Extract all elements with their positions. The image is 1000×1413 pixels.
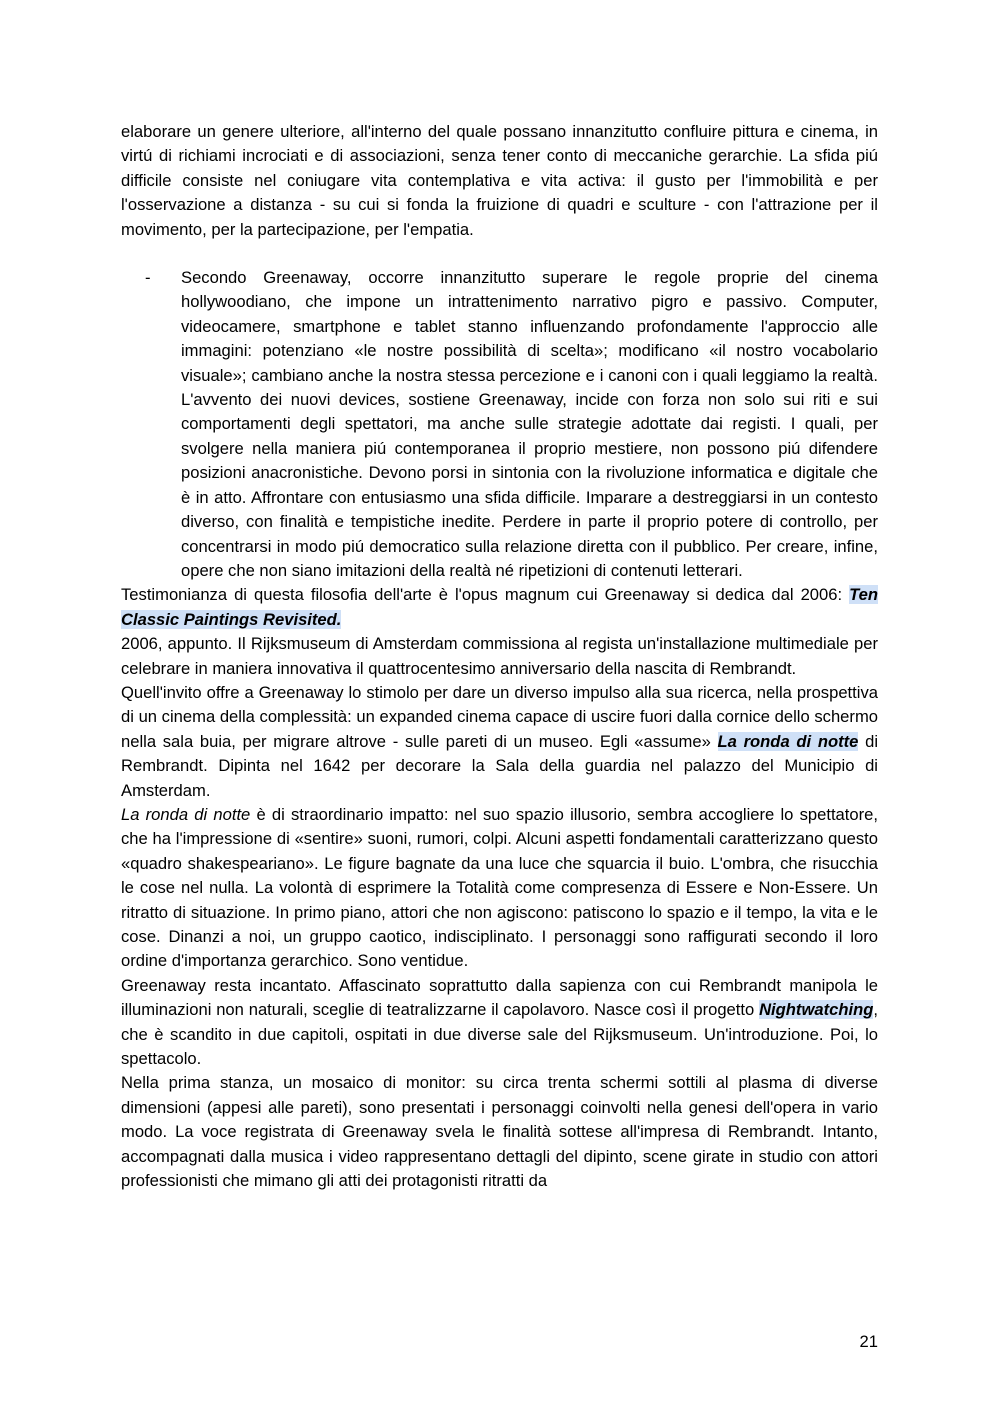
bullet-text: Secondo Greenaway, occorre innanzitutto superare le regole proprie del cinema hollywoodiano, che impone un intrattenimento narrativo pigro e passivo. Computer, videocamere, smartphone e tablet stanno influenzando profondamente l'approccio alle immagini: potenziano «le nostre possibilità di scelta»; modificano «il nostro vocabolario visuale»; cambiano anche la nostra stessa percezione e i canoni con i quali leggiamo la realtà. L'avvento dei nuovi devices, sostiene Greenaway, incide con forza non solo sui riti e sui comportamenti degli spettatori, ma anche sulle strategie adottate dai registi. I quali, per svolgere nella maniera piú contemporanea il proprio mestiere, non possono piú difendere posizioni anacronistiche. Devono porsi in sintonia con la rivoluzione informatica e digitale che è in atto. Affrontare con entusiasmo una sfida difficile. Imparare a destreggiarsi in un contesto diverso, con finalità e tempistiche inedite. Perdere in parte il proprio potere di controllo, per concentrarsi in modo piú democratico sulla relazione diretta con il pubblico. Per creare, infine, opere che non siano imitazioni della realtà né ripetizioni di contenuti letterari. (181, 268, 878, 580)
paragraph-ronda (121, 803, 878, 974)
bullet-dash: - (145, 268, 151, 288)
paragraph-text: , che è scandito in due capitoli, ospitati in due diverse sale del Rijksmuseum. Un'introduzione. Poi, lo spettacolo. (121, 1000, 878, 1069)
paragraph-text: Greenaway resta incantato. Affascinato soprattutto dalla sapienza con cui Rembrandt manipola le illuminazioni non naturali, sceglie di teatralizzarne il capolavoro. Nasce così il progetto (121, 975, 878, 1020)
paragraph-prima-stanza: Nella prima stanza, un mosaico di monitor: su circa trenta schermi sottili al plasma di diverse dimensioni (appesi alle pareti), sono presentati i personaggi coinvolti nella genesi dell'opera in vario modo. La voce registrata di Greenaway svela le finalità sottese all'impresa di Rembrandt. Intanto, accompagnati dalla musica i video rappresentano dettagli del dipinto, scene girate in studio con attori professionisti che mimano gli atti dei protagonisti ritratti da (121, 1073, 878, 1191)
highlighted-title: Ten Classic Paintings Revisited. (121, 585, 878, 629)
document-body (121, 120, 878, 1193)
paragraph-gap (121, 242, 878, 266)
paragraph-testimonianza (121, 583, 878, 632)
highlighted-title: Nightwatching (759, 1000, 874, 1020)
paragraph-intro: elaborare un genere ulteriore, all'interno del quale possano innanzitutto confluire pittura e cinema, in virtú di richiami incrociati e di associazioni, senza tener conto di meccaniche gerarchie. La sfida piú difficile consiste nel coniugare vita contemplativa e vita activa: il gusto per l'immobilità e per l'osservazione a distanza - su cui si fonda la fruizione di quadri e sculture - con l'attrazione per il movimento, per la partecipazione, per l'empatia. (121, 122, 878, 239)
paragraph-invito (121, 681, 878, 803)
paragraph-text: è di straordinario impatto: nel suo spazio illusorio, sembra accogliere lo spettatore, che ha l'impressione di «sentire» suoni, rumori, colpi. Alcuni aspetti fondamentali caratterizzano questo «quadro shakespeariano». Le figure bagnate da una luce che squarcia il buio. L'ombra, che risucchia le cose nel nulla. La volontà di esprimere la Totalità come compresenza di Essere e Non-Essere. Un ritratto di situazione. In primo piano, attori che non agiscono: patiscono lo spazio e il tempo, la vita e le cose. Dinanzi a noi, un gruppo caotico, indisciplinato. I personaggi sono raffigurati secondo il loro ordine d'importanza gerarchico. Sono ventidue. (121, 804, 878, 971)
bullet-item (121, 266, 878, 583)
page-number: 21 (859, 1332, 878, 1351)
paragraph-text: di Rembrandt. Dipinta nel 1642 per decorare la Sala della guardia nel palazzo del Municipio di Amsterdam. (121, 731, 879, 800)
paragraph-2006: 2006, appunto. Il Rijksmuseum di Amsterdam commissiona al regista un'installazione multimediale per celebrare in maniera innovativa il quattrocentesimo anniversario della nascita di Rembrandt. (121, 634, 878, 678)
paragraph-incantato (121, 974, 878, 1072)
paragraph-text: Quell'invito offre a Greenaway lo stimolo per dare un diverso impulso alla sua ricerca, nella prospettiva di un cinema della complessità: un expanded cinema capace di uscire fuori dalla cornice dello schermo nella sala buia, per migrare altrove - sulle pareti di un museo. Egli «assume» (121, 682, 878, 751)
highlighted-title: La ronda di notte (717, 731, 859, 751)
italic-title: La ronda di notte (121, 804, 251, 824)
paragraph-text: Testimonianza di questa filosofia dell'arte è l'opus magnum cui Greenaway si dedica dal 2006: (121, 585, 850, 605)
